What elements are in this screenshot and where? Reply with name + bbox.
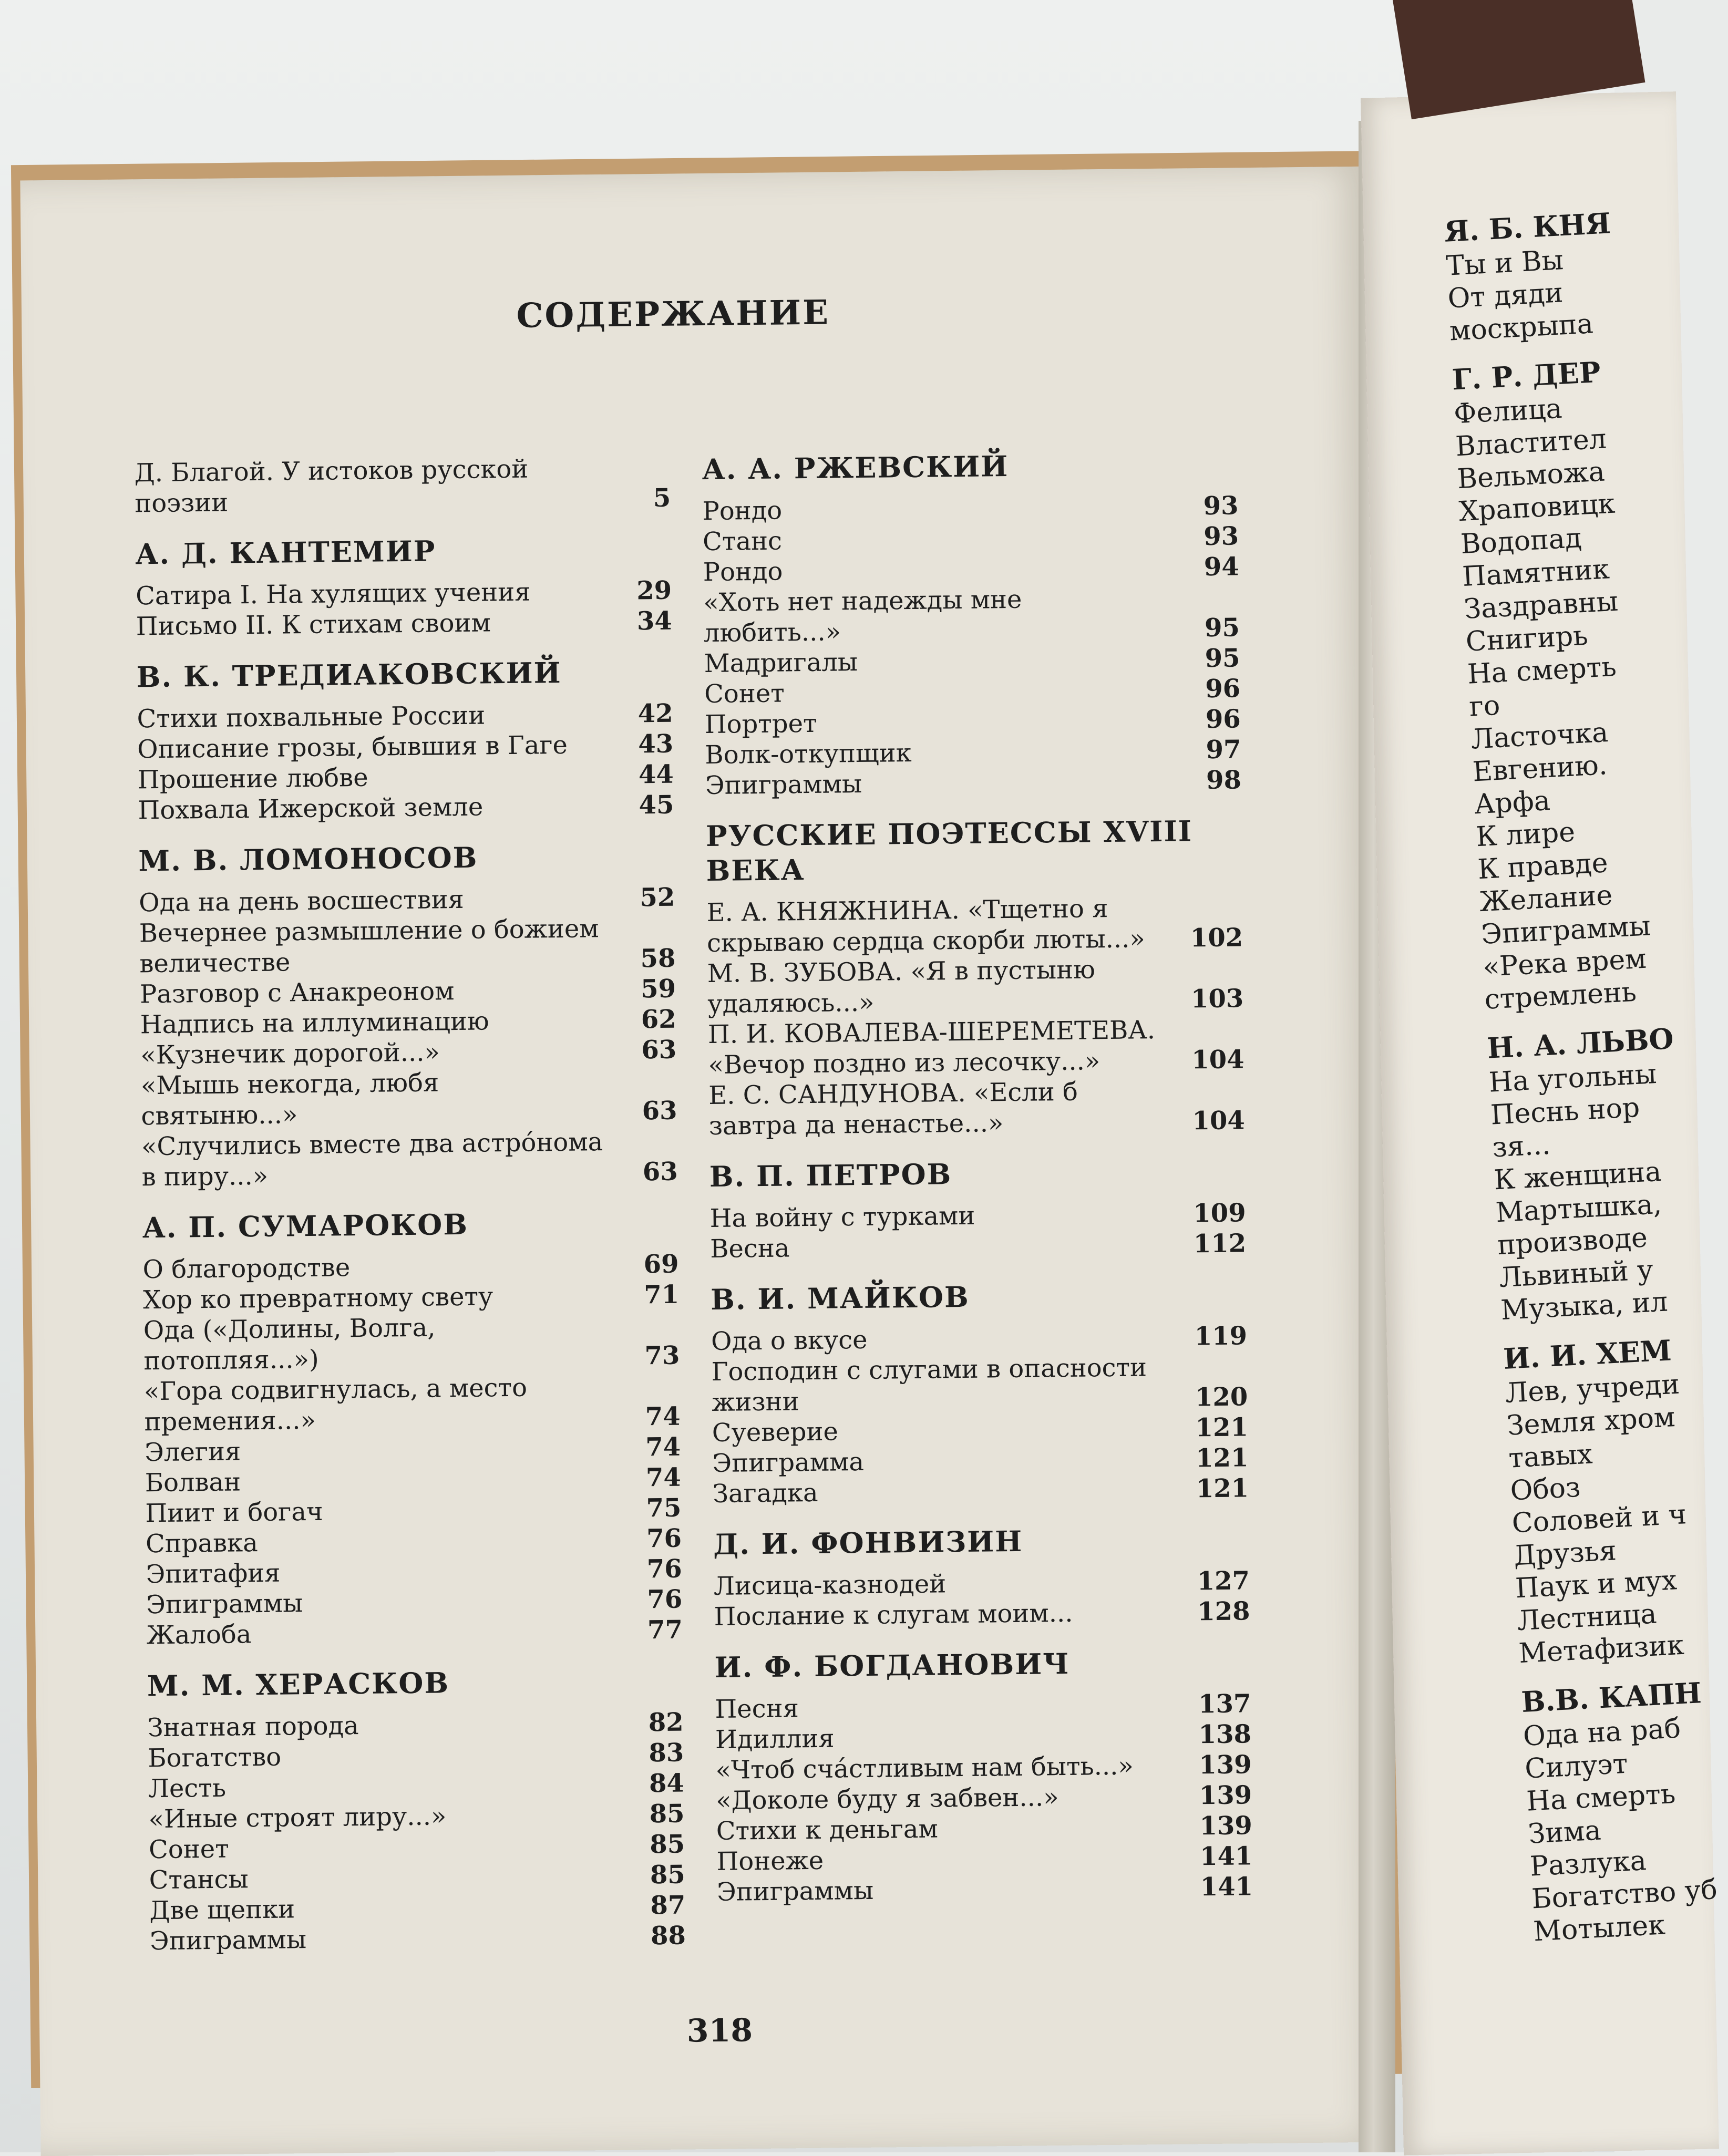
- entry-title: Эпиграммы: [705, 769, 862, 801]
- entry-title: Волк-откупщик: [705, 738, 912, 770]
- toc-entry: [148, 1799, 685, 1835]
- author-heading: М. М. ХЕРАСКОВ: [147, 1666, 450, 1703]
- toc-entry: [147, 1707, 684, 1744]
- entry-page-number: 138: [1198, 1719, 1252, 1750]
- entry-title: Прошение любве: [137, 762, 368, 795]
- entry-page-number: 69: [643, 1249, 679, 1280]
- entry-title: Болван: [145, 1467, 241, 1498]
- entry-title: «Иные строят лиру...»: [148, 1801, 447, 1834]
- entry-title: Загадка: [712, 1478, 818, 1509]
- toc-entry: [141, 1126, 678, 1193]
- entry-page-number: 73: [644, 1340, 680, 1371]
- toc-entry: [136, 575, 672, 612]
- facing-entry: Силуэт: [1524, 1748, 1629, 1785]
- facing-entry: Соловей и ч: [1511, 1499, 1688, 1540]
- entry-page-number: 62: [641, 1004, 676, 1035]
- contents-page: [132, 288, 1286, 2087]
- entry-title: «Гора содвигнулась, а место премения...»: [143, 1373, 528, 1437]
- facing-entry: К правде: [1477, 847, 1609, 886]
- toc-entry: [704, 673, 1241, 709]
- facing-entry: Разлука: [1529, 1845, 1648, 1883]
- facing-entry: Памятник: [1462, 553, 1611, 593]
- entry-page-number: 74: [645, 1401, 681, 1432]
- toc-section: [136, 654, 674, 826]
- entry-title: Богатство: [148, 1742, 282, 1773]
- toc-entry: [137, 698, 673, 735]
- facing-entry: На смерть: [1526, 1778, 1676, 1818]
- toc-entry: [715, 1749, 1252, 1786]
- entry-title: Справка: [145, 1528, 259, 1559]
- facing-entry: го: [1468, 689, 1501, 723]
- toc-entry: [709, 1198, 1246, 1234]
- entry-page-number: 139: [1199, 1750, 1252, 1780]
- entry-page-number: 103: [1190, 984, 1244, 1014]
- entry-title: Лесть: [148, 1773, 227, 1804]
- entry-title: Эпиграммы: [146, 1588, 303, 1620]
- toc-entry: [140, 1004, 676, 1040]
- toc-entry: [147, 1615, 683, 1651]
- facing-entry: зя...: [1492, 1129, 1551, 1164]
- toc-entry: [140, 1035, 677, 1071]
- entry-title: Надпись на иллуминацию: [140, 1006, 489, 1040]
- toc-section: [706, 813, 1245, 1141]
- toc-section: [711, 1276, 1249, 1509]
- entry-page-number: 76: [646, 1554, 682, 1584]
- facing-entry: Зима: [1527, 1814, 1602, 1850]
- toc-column-left: [134, 452, 686, 1975]
- facing-author-heading: Я. Б. КНЯ: [1443, 206, 1612, 249]
- facing-entry: Метафизик: [1518, 1629, 1685, 1670]
- entry-title: «Случились вместе два астрóнома в пиру...»: [141, 1127, 603, 1192]
- facing-entry: Снигирь: [1465, 620, 1589, 658]
- entry-title: Идиллия: [715, 1724, 835, 1755]
- entry-page-number: 127: [1197, 1566, 1250, 1596]
- entry-title: Послание к слугам моим...: [714, 1598, 1073, 1632]
- toc-section: [702, 446, 1241, 801]
- entry-page-number: 85: [649, 1829, 685, 1860]
- entry-title: Знатная порода: [147, 1711, 359, 1743]
- facing-entry: Вельможа: [1456, 456, 1606, 496]
- entry-page-number: 104: [1192, 1106, 1246, 1136]
- entry-title: Ода на день восшествия: [138, 884, 465, 918]
- entry-page-number: 52: [640, 882, 675, 913]
- entry-page-number: 96: [1205, 704, 1241, 735]
- entry-page-number: 76: [646, 1523, 682, 1554]
- toc-entry: [703, 521, 1239, 557]
- entry-title: Весна: [709, 1233, 790, 1264]
- toc-entry: [716, 1810, 1253, 1846]
- facing-entry: тавых: [1507, 1438, 1593, 1474]
- entry-title: Стихи к деньгам: [716, 1814, 939, 1846]
- toc-entry: [702, 490, 1239, 527]
- toc-section: [713, 1521, 1250, 1632]
- facing-author-heading: В.В. КАПН: [1520, 1676, 1702, 1719]
- toc-section: [135, 531, 672, 642]
- entry-page-number: 96: [1205, 674, 1241, 704]
- entry-page-number: 74: [645, 1462, 682, 1493]
- entry-page-number: 95: [1204, 613, 1240, 643]
- toc-entry: [136, 606, 672, 642]
- toc-entry: [716, 1841, 1253, 1877]
- entry-page-number: 97: [1206, 735, 1241, 765]
- entry-page-number: 74: [645, 1432, 681, 1462]
- entry-page-number: 121: [1195, 1412, 1249, 1443]
- entry-page-number: 128: [1197, 1596, 1250, 1627]
- entry-title: Д. Благой. У истоков русской поэзии: [134, 454, 529, 519]
- facing-entry: Ода на раб: [1522, 1713, 1682, 1752]
- entry-title: На войну с турками: [709, 1201, 975, 1233]
- page-title: СОДЕРЖАНИЕ: [516, 293, 830, 336]
- entry-title: Хор ко превратному свету: [142, 1282, 493, 1315]
- entry-page-number: 104: [1191, 1045, 1244, 1075]
- facing-entry: Богатство уб: [1530, 1874, 1719, 1915]
- entry-page-number: 141: [1200, 1872, 1253, 1902]
- facing-entry: К женщина: [1493, 1156, 1662, 1196]
- facing-entry: «Река врем: [1482, 943, 1648, 983]
- entry-page-number: 139: [1199, 1780, 1252, 1811]
- entry-title: Эпиграммы: [149, 1925, 307, 1956]
- toc-entry: [139, 882, 675, 919]
- entry-title: О благородстве: [142, 1253, 351, 1285]
- facing-entry: Песнь нор: [1489, 1091, 1641, 1131]
- facing-entry: Лестница: [1516, 1598, 1658, 1637]
- author-heading: В. И. МАЙКОВ: [710, 1280, 970, 1316]
- entry-page-number: 76: [647, 1584, 683, 1615]
- facing-entry: На смерть: [1466, 651, 1618, 690]
- author-heading: В. К. ТРЕДИАКОВСКИЙ: [136, 655, 562, 694]
- toc-entry: [714, 1596, 1250, 1632]
- toc-entry: [713, 1473, 1249, 1509]
- entry-title: Вечернее размышление о божием величестве: [139, 914, 599, 979]
- entry-title: Сатира I. На хулящих учения: [135, 577, 531, 611]
- toc-entry: [705, 765, 1242, 801]
- facing-entry: На угольны: [1488, 1058, 1658, 1099]
- toc-section: [134, 452, 671, 519]
- entry-title: Элегия: [144, 1437, 241, 1468]
- toc-section: [714, 1644, 1253, 1907]
- entry-page-number: 85: [649, 1799, 685, 1829]
- toc-entry: [140, 974, 676, 1010]
- entry-title: «Чтоб счáстливым нам быть...»: [715, 1751, 1134, 1785]
- facing-entry: К лире: [1475, 816, 1576, 853]
- entry-page-number: 63: [641, 1035, 677, 1065]
- entry-title: Мадригалы: [704, 647, 858, 679]
- entry-title: Суеверие: [712, 1417, 839, 1448]
- entry-title: Понеже: [716, 1845, 824, 1876]
- entry-page-number: 82: [648, 1707, 684, 1738]
- toc-section: [147, 1663, 686, 1957]
- entry-title: П. И. КОВАЛЕВА-ШЕРЕМЕТЕВА. «Вечор поздно из лесочку...»: [707, 1015, 1156, 1080]
- page-number: 318: [686, 2012, 753, 2050]
- entry-page-number: 63: [642, 1096, 677, 1126]
- facing-entry: Паук и мух: [1514, 1564, 1678, 1605]
- entry-page-number: 34: [636, 606, 672, 636]
- toc-entry: [145, 1462, 682, 1499]
- author-heading: Д. И. ФОНВИЗИН: [713, 1524, 1023, 1561]
- toc-entry: [149, 1829, 685, 1865]
- facing-entry: Земля хром: [1506, 1401, 1676, 1442]
- entry-page-number: 93: [1203, 491, 1239, 521]
- entry-page-number: 88: [650, 1921, 686, 1951]
- entry-page-number: 87: [650, 1890, 686, 1921]
- entry-title: Ода о вкусе: [711, 1325, 868, 1356]
- entry-title: Песня: [715, 1694, 799, 1724]
- toc-column-right: [702, 446, 1253, 1925]
- facing-entry: Заздравны: [1463, 585, 1619, 625]
- author-heading: РУССКИЕ ПОЭТЕССЫ XVIII ВЕКА: [705, 814, 1193, 888]
- entry-page-number: 94: [1204, 552, 1239, 582]
- entry-page-number: 59: [640, 974, 676, 1004]
- facing-entry: стремлень: [1484, 976, 1638, 1016]
- facing-entry: Музыка, ил: [1500, 1286, 1669, 1327]
- entry-page-number: 71: [644, 1280, 680, 1310]
- entry-page-number: 84: [649, 1768, 685, 1799]
- entry-title: Сонет: [148, 1834, 230, 1865]
- author-heading: В. П. ПЕТРОВ: [709, 1157, 952, 1193]
- entry-page-number: 137: [1198, 1689, 1251, 1719]
- toc-entry: [146, 1523, 682, 1560]
- entry-page-number: 102: [1190, 923, 1243, 953]
- facing-author-heading: Н. А. ЛЬВО: [1486, 1022, 1675, 1065]
- toc-entry: [138, 759, 674, 796]
- toc-entry: [138, 790, 674, 826]
- facing-entry: Арфа: [1473, 785, 1551, 821]
- entry-page-number: 5: [653, 483, 671, 513]
- entry-page-number: 139: [1199, 1811, 1253, 1841]
- toc-entry: [716, 1780, 1252, 1816]
- toc-entry: [712, 1442, 1249, 1479]
- facing-entry: Желание: [1478, 879, 1613, 919]
- toc-entry: [145, 1493, 682, 1529]
- entry-title: Разговор с Анакреоном: [139, 976, 455, 1009]
- toc-entry: [714, 1565, 1250, 1602]
- facing-entry: Мотылек: [1532, 1909, 1667, 1948]
- facing-entry: Евгению.: [1472, 749, 1608, 788]
- toc-entry: [704, 704, 1241, 740]
- facing-entry: Храповицк: [1458, 488, 1616, 528]
- toc-entry: [706, 892, 1243, 958]
- facing-entry: Мартышка,: [1495, 1188, 1663, 1229]
- entry-title: «Хоть нет надежды мне любить...»: [703, 584, 1022, 648]
- facing-entry: Друзья: [1513, 1535, 1618, 1572]
- toc-entry: [703, 582, 1240, 648]
- entry-title: Рондо: [702, 496, 783, 527]
- entry-title: «Мышь некогда, любя святыню...»: [140, 1068, 439, 1131]
- entry-page-number: 42: [637, 698, 673, 729]
- entry-page-number: 98: [1206, 765, 1242, 796]
- facing-author-heading: Г. Р. ДЕР: [1451, 355, 1602, 397]
- toc-entry: [715, 1688, 1251, 1725]
- entry-title: Жалоба: [146, 1619, 252, 1650]
- toc-entry: [708, 1014, 1244, 1080]
- entry-page-number: 45: [639, 790, 674, 820]
- facing-entry: Обоз: [1509, 1471, 1581, 1507]
- entry-title: «Кузнечик дорогой...»: [140, 1037, 440, 1070]
- entry-page-number: 93: [1203, 521, 1239, 552]
- entry-title: Пиит и богач: [145, 1497, 323, 1529]
- toc-section: [709, 1153, 1246, 1264]
- entry-title: Ода («Долины, Волга, потопляя...»): [143, 1313, 436, 1376]
- entry-page-number: 121: [1195, 1443, 1249, 1473]
- toc-section: [138, 838, 678, 1193]
- toc-entry: [708, 1075, 1245, 1141]
- toc-section: [142, 1205, 683, 1651]
- entry-title: Письмо II. К стихам своим: [136, 608, 491, 642]
- toc-entry: [142, 1249, 679, 1285]
- toc-entry: [150, 1921, 686, 1957]
- facing-entry: Львиный у: [1498, 1254, 1654, 1294]
- entry-title: Две щепки: [149, 1894, 295, 1926]
- toc-entry: [705, 734, 1241, 770]
- toc-entry: [146, 1554, 682, 1590]
- entry-title: Портрет: [704, 708, 817, 740]
- facing-entry: Эпиграммы: [1480, 910, 1652, 951]
- toc-entry: [717, 1871, 1253, 1907]
- toc-entry: [149, 1890, 686, 1926]
- facing-entry: Фелица: [1453, 393, 1563, 430]
- entry-title: Е. А. КНЯЖНИНА. «Тщетно я скрываю сердца скорби люты...»: [706, 894, 1146, 958]
- toc-entry: [139, 913, 676, 979]
- author-heading: А. П. СУМАРОКОВ: [142, 1207, 469, 1245]
- author-heading: А. Д. КАНТЕМИР: [135, 534, 436, 571]
- entry-page-number: 141: [1199, 1841, 1253, 1872]
- toc-entry: [711, 1351, 1248, 1418]
- entry-title: Сонет: [704, 678, 785, 709]
- toc-entry: [711, 1321, 1248, 1357]
- toc-entry: [149, 1860, 685, 1896]
- entry-page-number: 95: [1205, 643, 1240, 674]
- facing-entry: москрыпа: [1448, 308, 1595, 347]
- facing-entry: От дяди: [1447, 277, 1564, 315]
- toc-entry: [141, 1065, 677, 1132]
- facing-entry: Властител: [1455, 423, 1608, 463]
- facing-entry: Водопад: [1459, 522, 1583, 561]
- toc-entry: [146, 1584, 683, 1621]
- toc-entry: [710, 1228, 1247, 1264]
- entry-title: Стансы: [149, 1864, 249, 1895]
- entry-page-number: 109: [1193, 1198, 1246, 1229]
- toc-entry: [134, 452, 671, 519]
- entry-title: Описание грозы, бывшия в Гаге: [137, 730, 568, 765]
- entry-title: Эпиграмма: [712, 1447, 865, 1478]
- entry-page-number: 58: [640, 943, 676, 974]
- entry-title: Похвала Ижерской земле: [138, 792, 484, 826]
- entry-title: Рондо: [703, 556, 783, 587]
- facing-author-heading: И. И. ХЕМ: [1502, 1333, 1672, 1376]
- toc-entry: [143, 1280, 680, 1316]
- facing-entry: Ласточка: [1470, 716, 1609, 756]
- entry-page-number: 77: [647, 1615, 683, 1645]
- entry-title: Господин с слугами в опасности жизни: [711, 1353, 1147, 1417]
- toc-entry: [148, 1738, 684, 1774]
- entry-page-number: 43: [638, 729, 674, 759]
- entry-title: «Доколе буду я забвен...»: [715, 1782, 1059, 1815]
- entry-title: Станс: [702, 526, 783, 557]
- facing-entry: производе: [1496, 1222, 1649, 1262]
- toc-entry: [144, 1371, 681, 1438]
- entry-page-number: 75: [646, 1493, 682, 1523]
- toc-entry: [143, 1310, 680, 1377]
- entry-page-number: 63: [642, 1157, 678, 1187]
- entry-page-number: 121: [1196, 1473, 1249, 1504]
- entry-page-number: 85: [650, 1860, 685, 1890]
- author-heading: И. Ф. БОГДАНОВИЧ: [714, 1646, 1070, 1684]
- entry-page-number: 119: [1194, 1321, 1248, 1352]
- entry-title: М. В. ЗУБОВА. «Я в пустыню удаляюсь...»: [707, 955, 1096, 1019]
- entry-title: Эпиграммы: [716, 1875, 874, 1907]
- toc-entry: [715, 1719, 1252, 1755]
- toc-entry: [148, 1768, 685, 1804]
- entry-page-number: 112: [1193, 1229, 1247, 1259]
- toc-entry: [712, 1412, 1249, 1448]
- entry-page-number: 120: [1195, 1382, 1248, 1412]
- facing-entry: Ты и Вы: [1445, 244, 1565, 282]
- entry-title: Е. С. САНДУНОВА. «Если б завтра да ненастье...»: [708, 1077, 1078, 1141]
- entry-page-number: 44: [638, 759, 674, 790]
- toc-entry: [137, 729, 674, 765]
- toc-entry: [707, 953, 1243, 1019]
- toc-entry: [703, 551, 1239, 587]
- author-heading: А. А. РЖЕВСКИЙ: [702, 449, 1009, 487]
- entry-page-number: 83: [649, 1738, 684, 1768]
- entry-title: Лисица-казнодей: [713, 1569, 947, 1601]
- facing-entry: Лев, учреди: [1504, 1368, 1681, 1409]
- toc-entry: [145, 1432, 681, 1468]
- toc-entry: [704, 643, 1240, 679]
- entry-page-number: 29: [636, 575, 672, 606]
- author-heading: М. В. ЛОМОНОСОВ: [138, 840, 478, 878]
- entry-title: Эпитафия: [146, 1558, 281, 1590]
- entry-title: Стихи похвальные России: [137, 700, 486, 734]
